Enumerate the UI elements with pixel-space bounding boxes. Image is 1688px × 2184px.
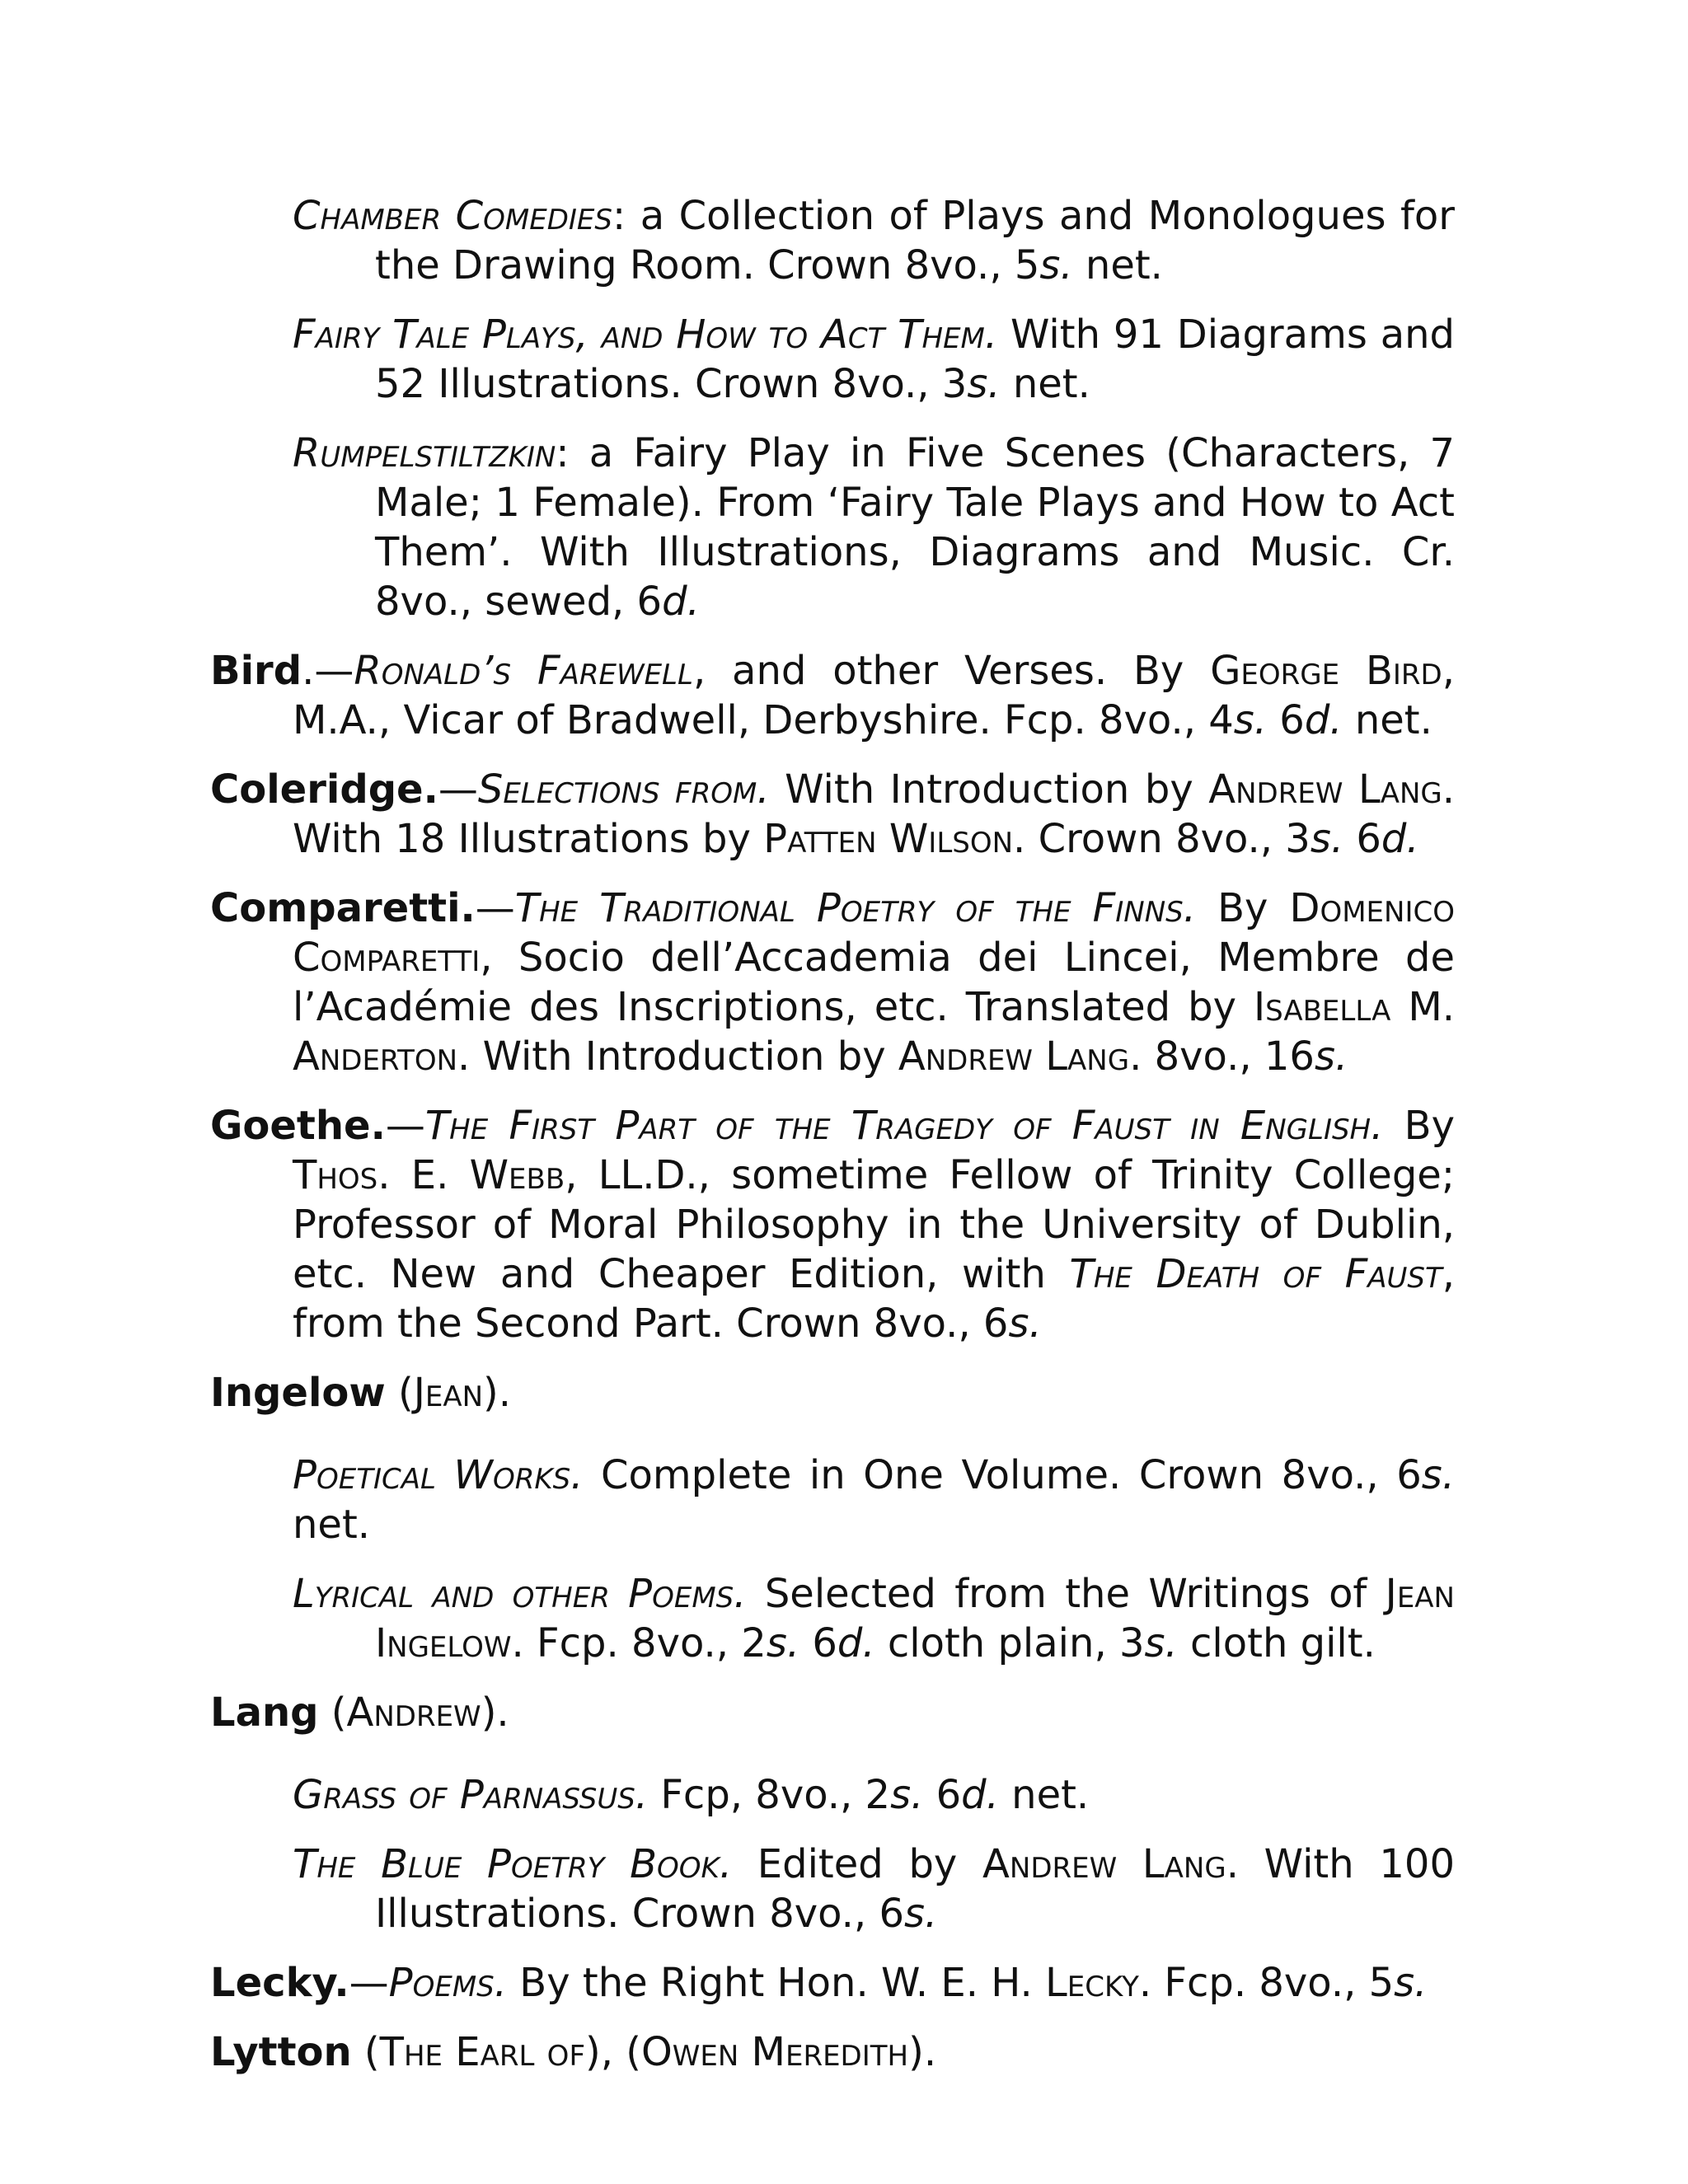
italic-abbrev: d. [1381,816,1419,862]
italic-abbrev: s. [1310,816,1344,862]
entry-text: ( [385,1370,414,1416]
entry-text: ). [483,1370,512,1416]
entry-text: Selected from the Writings of [746,1571,1386,1617]
italic-abbrev: s. [1008,1301,1042,1347]
entry-text: , Socio dell’Accademia dei Lincei, Membre de l’Académie des Inscriptions, etc. Translated by [293,935,1455,1030]
entry-text: 6 [1343,816,1381,862]
work-title: Fairy Tale Plays, and How to Act Them. [293,312,998,358]
entry-text: cloth plain, 3 [874,1620,1145,1666]
entry-text: ). [908,2029,937,2075]
catalogue-entry [293,310,1455,409]
entry-text: ). [481,1690,509,1736]
entry-text: net. [1000,361,1090,407]
catalogue-entry [293,1569,1455,1668]
italic-abbrev: s. [1144,1620,1178,1666]
italic-abbrev: s. [967,361,1001,407]
small-caps-name: Jean Ingelow [375,1571,1455,1666]
small-caps-name: Thos. E. Webb [293,1152,565,1198]
italic-abbrev: s. [766,1620,800,1666]
small-caps-name: Andrew Lang [898,1033,1130,1080]
work-title: Lyrical and other Poems. [293,1571,747,1617]
small-caps-name: Lecky [1045,1960,1139,2006]
entry-text: , M.A., Vicar of Bradwell, Derbyshire. Fcp. 8vo., 4 [293,648,1455,743]
author-name: Goethe. [210,1103,386,1149]
entry-text: 6 [799,1620,837,1666]
entry-text: ( [351,2029,380,2075]
entry-text: , and other Verses. By [692,648,1211,694]
entry-text: With 91 Diagrams and 52 Illustrations. Crown 8vo., 3 [375,312,1455,407]
entry-text: — [349,1960,389,2006]
entry-text: net. [1072,242,1163,288]
work-title: Selections from. [477,766,770,813]
catalogue-entry [210,1688,1455,1737]
entry-text: net. [1342,697,1432,743]
entry-text: : a Fairy Play in Five Scenes (Characters, 7 Male; 1 Female). From ‘Fairy Tale Plays and How to Act Them’. With Illustrations, Diagrams and Music. Cr. 8vo., sewed, 6 [375,430,1455,625]
author-name: Comparetti. [210,885,476,931]
entry-text: By [1195,885,1290,931]
work-title: Poetical Works. [293,1452,584,1498]
entry-text: ), ( [585,2029,641,2075]
entry-text: : a Collection of Plays and Monologues for the Drawing Room. Crown 8vo., 5 [375,193,1455,288]
italic-abbrev: s. [903,1891,938,1937]
author-name: Coleridge. [210,766,438,813]
small-caps-name: Domenico Comparetti [293,885,1455,981]
small-caps-name: Owen Meredith [640,2029,909,2075]
entry-text: Fcp, 8vo., 2 [648,1772,891,1818]
entry-text: , LL.D., sometime Fellow of Trinity College; Professor of Moral Philosophy in the University of Dublin, etc. New and Cheaper Edition, with [293,1152,1455,1297]
italic-abbrev: s. [1314,1033,1348,1080]
entry-text: .— [302,648,354,694]
italic-abbrev: d. [662,579,700,625]
small-caps-name: Patten Wilson [763,816,1014,862]
entry-text: Complete in One Volume. Crown 8vo., 6 [583,1452,1422,1498]
catalogue-entry [210,2027,1455,2077]
entry-text: Edited by [732,1841,983,1887]
italic-abbrev: d. [837,1620,875,1666]
small-caps-name: Andrew Lang [982,1841,1226,1887]
italic-abbrev: d. [961,1772,999,1818]
work-title: Poems. [388,1960,508,2006]
catalogue-entry [210,1101,1455,1348]
catalogue-entry [293,191,1455,290]
entry-text: . 8vo., 16 [1129,1033,1315,1080]
author-name: Lecky. [210,1960,349,2006]
catalogue-entry [293,1840,1455,1938]
catalogue-entry [210,883,1455,1081]
work-title: Chamber Comedies [293,193,612,239]
work-title: Rumpelstiltzkin [293,430,556,476]
entry-text: net. [293,1502,371,1548]
italic-abbrev: s. [890,1772,924,1818]
catalogue-entry [293,1770,1455,1820]
entry-text: By the Right Hon. W. E. H. [507,1960,1046,2006]
italic-abbrev: s. [1421,1452,1455,1498]
small-caps-name: Isabella M. Anderton [293,984,1455,1080]
entry-text: 6 [923,1772,962,1818]
work-title: The Death of Faust [1069,1251,1442,1297]
catalogue-entry [210,1958,1455,2008]
entry-text: With Introduction by [769,766,1209,813]
work-title: Grass of Parnassus. [293,1772,649,1818]
entry-text: net. [998,1772,1090,1818]
entry-text: . With 100 Illustrations. Crown 8vo., 6 [375,1841,1455,1937]
catalogue-entry [210,646,1455,745]
catalogue-entry [293,1451,1455,1549]
entry-text: — [438,766,478,813]
catalogue-entry [210,765,1455,864]
small-caps-name: Andrew [346,1690,481,1736]
catalogue-page [210,191,1455,2097]
author-name: Ingelow [210,1370,386,1416]
catalogue-entry [210,1368,1455,1418]
small-caps-name: Jean [413,1370,484,1416]
author-name: Lang [210,1690,319,1736]
italic-abbrev: s. [1039,242,1073,288]
entry-text: , from the Second Part. Crown 8vo., 6 [293,1251,1455,1347]
work-title: The Blue Poetry Book. [293,1841,733,1887]
italic-abbrev: d. [1304,697,1343,743]
entry-text: ( [318,1690,347,1736]
italic-abbrev: s. [1394,1960,1428,2006]
entry-text: . Fcp. 8vo., 5 [1138,1960,1395,2006]
entry-text: — [385,1103,425,1149]
author-name: Bird [210,648,302,694]
work-title: The First Part of the Tragedy of Faust in English. [424,1103,1384,1149]
catalogue-entry [293,429,1455,626]
small-caps-name: Andrew Lang [1208,766,1442,813]
entry-text: . Crown 8vo., 3 [1013,816,1311,862]
entry-text: . With 18 Illustrations by [293,766,1456,862]
small-caps-name: George Bird [1210,648,1442,694]
italic-abbrev: s. [1233,697,1268,743]
entry-text: By [1383,1103,1456,1149]
entry-text: . Fcp. 8vo., 2 [511,1620,767,1666]
entry-text: — [475,885,515,931]
entry-text: cloth gilt. [1177,1620,1376,1666]
small-caps-name: The Earl of [379,2029,585,2075]
entry-text: 6 [1267,697,1305,743]
work-title: The Traditional Poetry of the Finns. [514,885,1196,931]
entry-text: . With Introduction by [457,1033,898,1080]
work-title: Ronald’s Farewell [354,648,693,694]
author-name: Lytton [210,2029,352,2075]
